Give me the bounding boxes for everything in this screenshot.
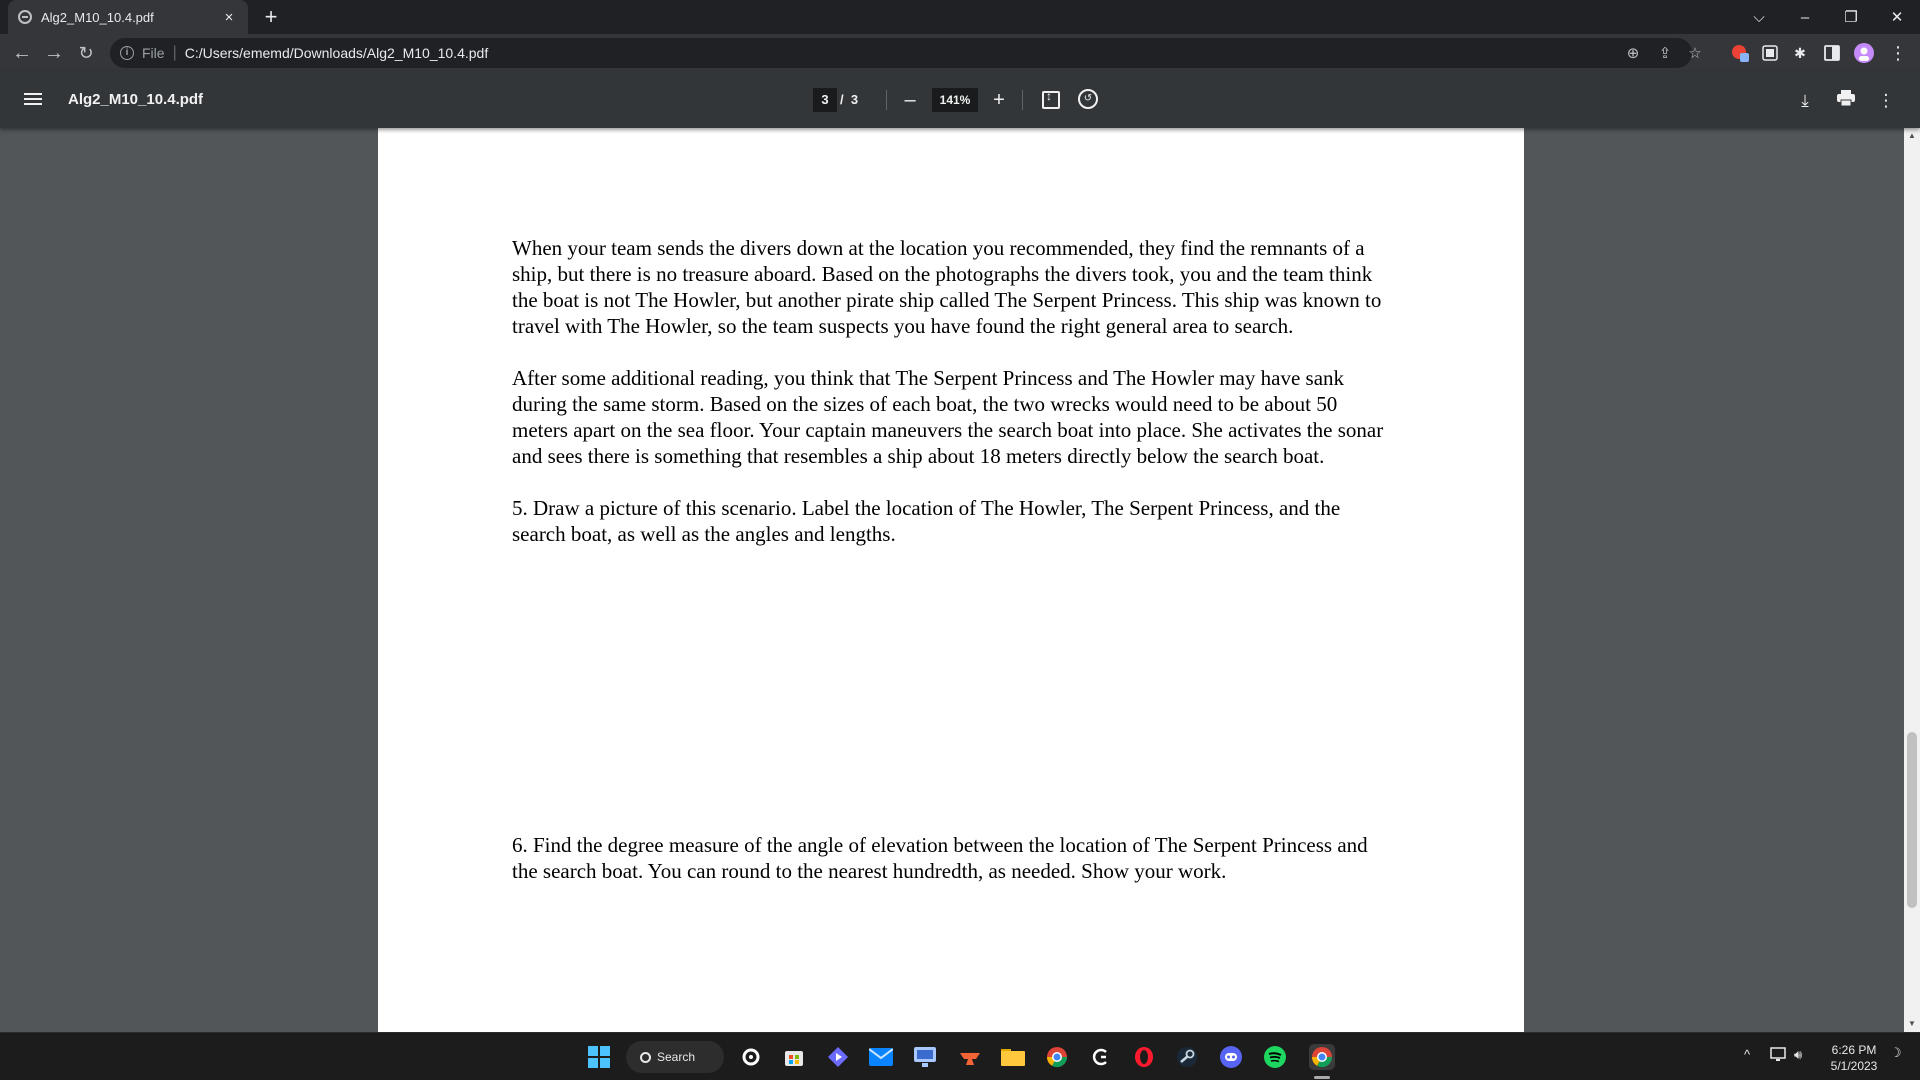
extensions-puzzle-icon[interactable]: ✱	[1794, 44, 1806, 61]
document-viewport[interactable]	[0, 128, 1904, 1032]
zoom-in-button[interactable]: +	[993, 89, 1005, 111]
spotify-icon[interactable]	[1262, 1044, 1288, 1070]
clock-time: 6:26 PM	[1831, 1043, 1877, 1057]
scroll-up-arrow-icon[interactable]: ▲	[1908, 131, 1916, 140]
side-panel-icon[interactable]	[1822, 43, 1842, 63]
chrome-icon[interactable]	[1044, 1044, 1070, 1070]
discord-icon[interactable]	[1218, 1044, 1244, 1070]
toolbar-divider	[886, 90, 887, 110]
search-icon	[640, 1052, 651, 1063]
address-scheme-label: File	[142, 45, 165, 61]
remote-desktop-icon[interactable]	[912, 1044, 938, 1070]
total-pages: 3	[850, 92, 859, 107]
address-bar[interactable]	[110, 38, 1702, 68]
media-player-icon[interactable]	[825, 1044, 851, 1070]
notification-moon-icon[interactable]: ☽	[1890, 1045, 1902, 1060]
minimize-button[interactable]: –	[1800, 8, 1810, 26]
network-icon[interactable]	[1770, 1047, 1788, 1066]
microsoft-store-icon[interactable]	[781, 1044, 807, 1070]
scroll-down-arrow-icon[interactable]: ▼	[1908, 1019, 1916, 1028]
vertical-scrollbar[interactable]	[1904, 128, 1920, 1032]
mail-icon[interactable]	[868, 1044, 894, 1070]
scroll-thumb[interactable]	[1907, 732, 1917, 908]
opera-icon[interactable]	[1131, 1044, 1157, 1070]
taskbar-search-label: Search	[657, 1050, 696, 1064]
bookmark-star-icon[interactable]: ☆	[1688, 45, 1702, 62]
zoom-magnifier-icon[interactable]: ⊕	[1626, 45, 1640, 62]
pdf-viewer-toolbar	[0, 72, 1920, 128]
tab-title: Alg2_M10_10.4.pdf	[41, 9, 154, 25]
page-body-text	[512, 235, 1392, 573]
print-icon[interactable]	[1835, 90, 1857, 112]
forward-arrow-icon[interactable]: →	[44, 41, 64, 64]
chrome-active-icon[interactable]	[1309, 1044, 1335, 1070]
taskbar	[0, 1032, 1920, 1080]
address-separator: |	[172, 44, 177, 61]
tray-chevron-icon[interactable]: ^	[1744, 1047, 1751, 1062]
tab-search-button[interactable]: ⌵	[1753, 8, 1765, 26]
reload-icon[interactable]: ↻	[78, 42, 94, 63]
system-clock[interactable]	[1826, 1042, 1882, 1074]
zoom-level-input[interactable]: 141%	[932, 88, 978, 112]
new-tab-button[interactable]: +	[264, 4, 278, 29]
tab-strip	[0, 0, 1920, 34]
chrome-menu-icon[interactable]: ⋮	[1889, 42, 1907, 63]
download-icon[interactable]: ⤓	[1801, 91, 1809, 110]
active-app-indicator	[1314, 1076, 1330, 1079]
extension-red-icon[interactable]	[1730, 43, 1750, 63]
tab-close-button[interactable]: ×	[224, 8, 234, 26]
extension-box-icon[interactable]	[1760, 43, 1780, 63]
page-count	[840, 92, 858, 107]
volume-icon[interactable]: 🔊︎	[1794, 1047, 1803, 1062]
browser-tab[interactable]	[8, 0, 248, 34]
paragraph-divers: When your team sends the divers down at the location you recommended, they find the remnants of a ship, but there is no treasure aboard. Based on the photographs the divers took, you and the team think the boat is not The Howler, but another pirate ship called The Serpent Princess. This ship was known to travel with The Howler, so the team suspects you have found the right general area to search.	[512, 236, 1382, 338]
windows-start-icon[interactable]	[588, 1046, 610, 1068]
share-icon[interactable]: ⇪	[1658, 45, 1672, 62]
steam-icon[interactable]	[1174, 1044, 1200, 1070]
page-number-input[interactable]: 3	[813, 88, 837, 112]
pdf-title: Alg2_M10_10.4.pdf	[68, 91, 204, 108]
curseforge-icon[interactable]	[957, 1044, 983, 1070]
steelseries-icon[interactable]	[738, 1044, 764, 1070]
close-window-button[interactable]: ✕	[1890, 9, 1904, 26]
fit-to-page-icon[interactable]	[1042, 91, 1060, 109]
hamburger-menu-icon[interactable]	[24, 90, 42, 108]
browser-toolbar	[0, 34, 1920, 72]
pdf-page	[378, 128, 1524, 1032]
info-icon[interactable]: i	[120, 46, 134, 60]
back-arrow-icon[interactable]: ←	[12, 41, 32, 64]
page-separator: /	[840, 92, 844, 107]
question-5: 5. Draw a picture of this scenario. Label the location of The Howler, The Serpent Princess, and the search boat, as well as the angles and lengths.	[512, 496, 1341, 546]
terminal-app-icon[interactable]	[1088, 1044, 1114, 1070]
toolbar-divider	[1022, 90, 1023, 110]
more-options-icon[interactable]: ⋮	[1877, 91, 1895, 110]
taskbar-search-box[interactable]	[626, 1041, 724, 1073]
zoom-out-button[interactable]: –	[904, 89, 916, 111]
profile-avatar[interactable]	[1854, 43, 1874, 63]
restore-button[interactable]: ❐	[1844, 9, 1858, 26]
file-explorer-icon[interactable]	[1000, 1044, 1026, 1070]
rotate-icon[interactable]: ↺	[1078, 89, 1098, 109]
address-url[interactable]: C:/Users/ememd/Downloads/Alg2_M10_10.4.pdf	[184, 45, 489, 61]
question-6: 6. Find the degree measure of the angle of elevation between the location of The Serpent Princess and the search boat. You can round to the nearest hundredth, as needed. Show your work.	[512, 833, 1368, 883]
clock-date: 5/1/2023	[1830, 1059, 1878, 1073]
paragraph-sonar: After some additional reading, you think that The Serpent Princess and The Howler may have sank during the same storm. Based on the sizes of each boat, the two wrecks would need to be about 50 meters apart on the sea floor. Your captain maneuvers the search boat into place. She activates the sonar and sees there is something that resembles a ship about 18 meters directly below the search boat.	[512, 366, 1384, 468]
pdf-favicon-icon	[18, 10, 32, 24]
